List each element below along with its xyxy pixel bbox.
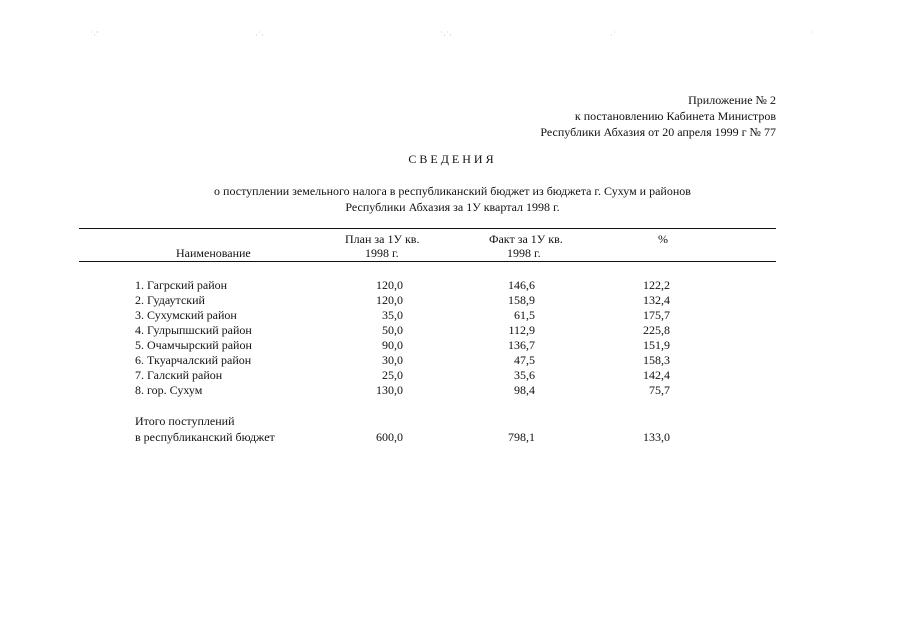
row-fact: 146,6	[508, 278, 535, 292]
row-percent: 225,8	[643, 323, 670, 337]
appendix-line-3: Республики Абхазия от 20 апреля 1999 г № 77	[540, 125, 776, 139]
row-percent: 158,3	[643, 353, 670, 367]
row-fact: 98,4	[514, 383, 535, 397]
table-row	[0, 383, 905, 398]
total-label-line-1: Итого поступлений	[135, 414, 235, 428]
scan-speck: ˙·˚	[90, 30, 99, 40]
row-fact: 35,6	[514, 368, 535, 382]
scan-speck: ·˙	[610, 30, 616, 40]
row-name: 4. Гулрыпшский район	[135, 323, 252, 337]
document-title: СВЕДЕНИЯ	[408, 152, 497, 166]
scan-speck: ˙·˙·	[440, 30, 452, 40]
row-plan: 90,0	[382, 338, 403, 352]
row-fact: 158,9	[508, 293, 535, 307]
table-row	[0, 368, 905, 383]
table-row	[0, 323, 905, 338]
header-plan-line-1: План за 1У кв.	[345, 232, 420, 246]
table-row	[0, 353, 905, 368]
row-percent: 132,4	[643, 293, 670, 307]
row-percent: 151,9	[643, 338, 670, 352]
total-percent: 133,0	[643, 430, 670, 444]
header-plan-line-2: 1998 г.	[365, 246, 399, 260]
row-fact: 112,9	[508, 323, 535, 337]
header-percent: %	[658, 232, 668, 246]
row-plan: 35,0	[382, 308, 403, 322]
row-name: 8. гор. Сухум	[135, 383, 203, 397]
row-percent: 75,7	[649, 383, 670, 397]
subtitle-line-2: Республики Абхазия за 1У квартал 1998 г.	[345, 200, 560, 214]
row-plan: 120,0	[376, 278, 403, 292]
row-plan: 30,0	[382, 353, 403, 367]
table-row	[0, 308, 905, 323]
header-name: Наименование	[176, 246, 251, 260]
total-plan: 600,0	[376, 430, 403, 444]
row-percent: 175,7	[643, 308, 670, 322]
row-percent: 122,2	[643, 278, 670, 292]
subtitle-line-1: о поступлении земельного налога в республиканский бюджет из бюджета г. Сухум и районов	[214, 184, 691, 198]
table-top-rule	[79, 228, 776, 229]
row-plan: 25,0	[382, 368, 403, 382]
row-fact: 61,5	[514, 308, 535, 322]
row-plan: 130,0	[376, 383, 403, 397]
document-subtitle	[0, 183, 905, 215]
row-fact: 47,5	[514, 353, 535, 367]
scan-speck: ·˙·	[255, 30, 264, 40]
appendix-line-2: к постановлению Кабинета Министров	[574, 109, 776, 123]
row-name: 6. Ткуарчалский район	[135, 353, 252, 367]
header-fact-line-2: 1998 г.	[507, 246, 541, 260]
row-fact: 136,7	[508, 338, 535, 352]
row-name: 2. Гудаутский	[135, 293, 205, 307]
total-fact: 798,1	[508, 430, 535, 444]
header-fact-line-1: Факт за 1У кв.	[489, 232, 563, 246]
total-label	[135, 413, 275, 445]
row-name: 7. Галский район	[135, 368, 223, 382]
scan-speck: ˙	[810, 30, 813, 40]
row-plan: 50,0	[382, 323, 403, 337]
row-plan: 120,0	[376, 293, 403, 307]
total-label-line-2: в республиканский бюджет	[135, 430, 275, 444]
row-name: 5. Очамчырский район	[135, 338, 252, 352]
row-name: 1. Гагрский район	[135, 278, 228, 292]
table-row	[0, 278, 905, 293]
table-row	[0, 338, 905, 353]
table-header-rule	[79, 261, 776, 262]
appendix-reference	[540, 92, 776, 140]
row-name: 3. Сухумский район	[135, 308, 237, 322]
row-percent: 142,4	[643, 368, 670, 382]
table-row	[0, 293, 905, 308]
appendix-line-1: Приложение № 2	[688, 93, 776, 107]
